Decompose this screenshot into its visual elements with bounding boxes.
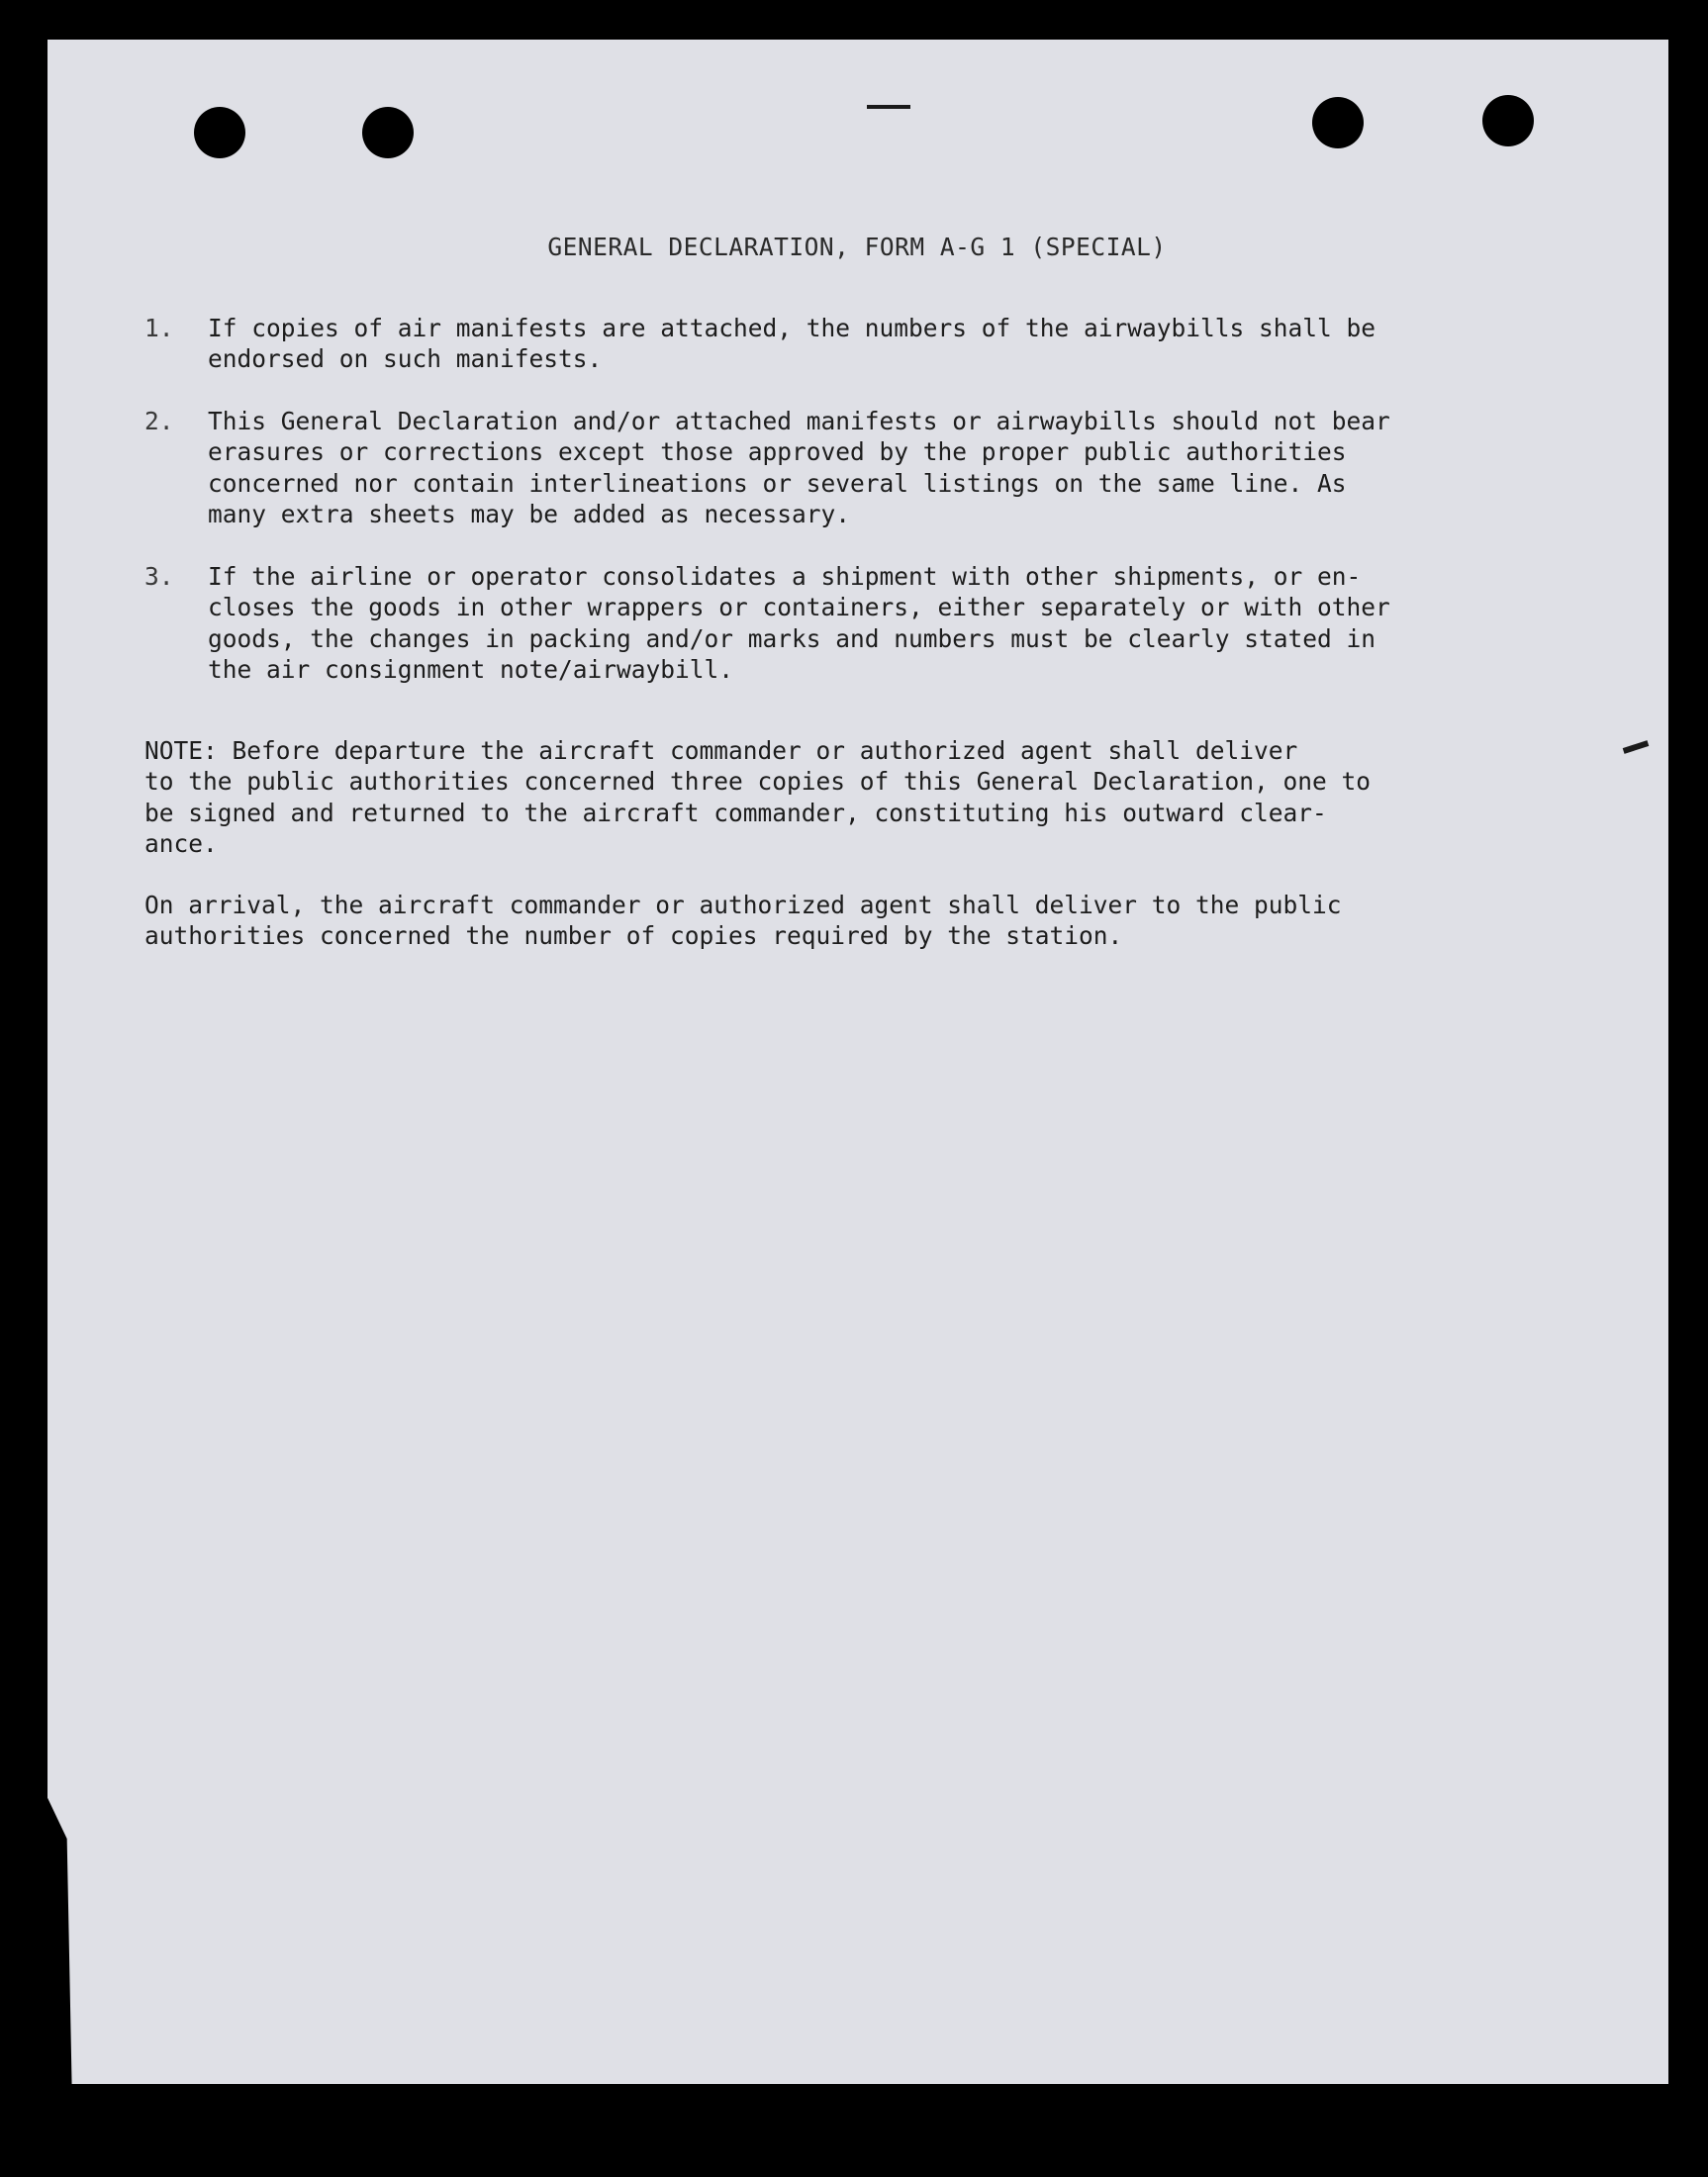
punch-hole [194,107,245,158]
item-text: If copies of air manifests are attached, the numbers of the airwaybills shall be endorsed on such manifests. [208,313,1376,373]
top-ink-mark [867,105,910,109]
right-edge-mark [1623,740,1650,754]
page-title: GENERAL DECLARATION, FORM A-G 1 (SPECIAL) [547,233,1167,261]
punch-hole [1312,97,1364,148]
declaration-body [144,232,1530,952]
item-number: 3. [144,561,174,591]
item-number: 1. [144,313,174,342]
item-text: If the airline or operator consolidates a shipment with other shipments, or en- closes the goods in other wrappers or containers, either separately or with other goods, the changes in packing and/or marks and numbers must be clearly stated in the air consignment note/airwaybill. [208,561,1390,684]
arrival-paragraph: On arrival, the aircraft commander or authorized agent shall deliver to the public authorities concerned the number of copies required by the station. [144,890,1342,950]
punch-hole [1482,95,1534,146]
list-item [144,561,1530,686]
note-paragraph: NOTE: Before departure the aircraft commander or authorized agent shall deliver to the public authorities concerned three copies of this General Declaration, one to be signed and returned to the aircraft commander, constituting his outward clear- ance. [144,735,1372,858]
list-item [144,406,1530,530]
punch-hole [362,107,414,158]
item-text: This General Declaration and/or attached manifests or airwaybills should not bear erasures or corrections except those approved by the proper public authorities concerned nor contain interlineations or several listings on the same line. As many extra sheets may be added as necessary. [208,406,1390,528]
list-item [144,313,1530,375]
item-number: 2. [144,406,174,435]
